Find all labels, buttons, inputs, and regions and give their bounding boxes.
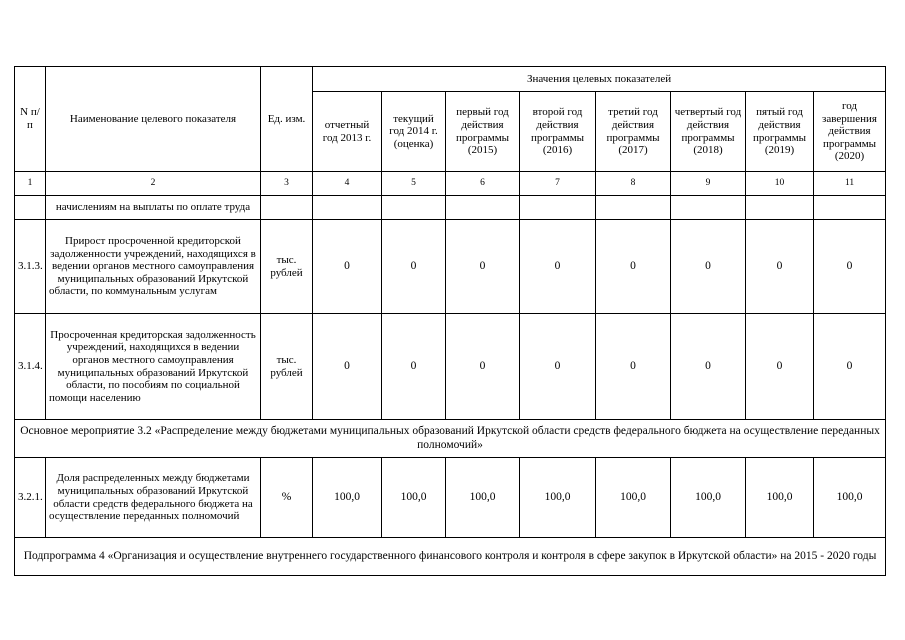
header-name: Наименование целевого показателя xyxy=(46,67,261,172)
row-value: 0 xyxy=(446,220,520,314)
header-year-2018: четвертый год действия программы (2018) xyxy=(671,92,746,172)
header-year-2015: первый год действия программы (2015) xyxy=(446,92,520,172)
subprogram-heading-4: Подпрограмма 4 «Организация и осуществление внутреннего государственного финансового контроля и контроля в сфере закупок в Иркутской области» на 2015 - 2020 годы xyxy=(15,538,886,576)
header-year-2013: отчетный год 2013 г. xyxy=(313,92,382,172)
table-row xyxy=(15,458,886,538)
continuation-text: начислениям на выплаты по оплате труда xyxy=(46,196,261,220)
row-value: 0 xyxy=(520,220,596,314)
row-unit: % xyxy=(261,458,313,538)
table-row xyxy=(15,314,886,420)
row-value: 100,0 xyxy=(671,458,746,538)
column-index: 8 xyxy=(596,172,671,196)
column-index: 7 xyxy=(520,172,596,196)
column-index: 2 xyxy=(46,172,261,196)
row-value: 100,0 xyxy=(313,458,382,538)
row-value: 100,0 xyxy=(520,458,596,538)
row-value: 0 xyxy=(596,220,671,314)
row-number: 3.1.4. xyxy=(15,314,46,420)
row-indicator-name: Просроченная кредиторская задолженность учреждений, находящихся в ведении органов местного самоуправления муниципальных образований Иркутской области, по пособиям по социальной помощи населению xyxy=(46,314,261,420)
header-num: N п/п xyxy=(15,67,46,172)
row-value: 0 xyxy=(596,314,671,420)
column-index: 6 xyxy=(446,172,520,196)
header-year-2016: второй год действия программы (2016) xyxy=(520,92,596,172)
row-value: 0 xyxy=(746,314,814,420)
column-index: 11 xyxy=(814,172,886,196)
row-value: 0 xyxy=(814,314,886,420)
header-values-group: Значения целевых показателей xyxy=(313,67,886,92)
row-value: 100,0 xyxy=(596,458,671,538)
row-unit: тыс. рублей xyxy=(261,314,313,420)
continuation-row xyxy=(15,196,886,220)
section-heading-3-2: Основное мероприятие 3.2 «Распределение между бюджетами муниципальных образований Иркутской области средств федерального бюджета на осуществление переданных полномочий» xyxy=(15,420,886,458)
column-index: 10 xyxy=(746,172,814,196)
header-unit: Ед. изм. xyxy=(261,67,313,172)
row-value: 0 xyxy=(446,314,520,420)
column-index: 3 xyxy=(261,172,313,196)
row-value: 0 xyxy=(746,220,814,314)
column-index: 9 xyxy=(671,172,746,196)
row-unit: тыс. рублей xyxy=(261,220,313,314)
header-year-2014: текущий год 2014 г. (оценка) xyxy=(382,92,446,172)
section-row xyxy=(15,538,886,576)
column-index: 1 xyxy=(15,172,46,196)
row-value: 0 xyxy=(382,220,446,314)
row-value: 100,0 xyxy=(382,458,446,538)
row-number: 3.2.1. xyxy=(15,458,46,538)
target-indicators-table xyxy=(14,66,886,576)
table-row xyxy=(15,220,886,314)
row-value: 100,0 xyxy=(746,458,814,538)
row-indicator-name: Доля распределенных между бюджетами муниципальных образований Иркутской области средств федерального бюджета на осуществление переданных полномочий xyxy=(46,458,261,538)
column-index-row xyxy=(15,172,886,196)
section-row xyxy=(15,420,886,458)
column-index: 4 xyxy=(313,172,382,196)
row-value: 0 xyxy=(382,314,446,420)
row-value: 100,0 xyxy=(814,458,886,538)
row-value: 0 xyxy=(313,314,382,420)
header-year-2019: пятый год действия программы (2019) xyxy=(746,92,814,172)
row-value: 0 xyxy=(814,220,886,314)
row-value: 0 xyxy=(520,314,596,420)
header-year-2017: третий год действия программы (2017) xyxy=(596,92,671,172)
header-year-2020: год завершения действия программы (2020) xyxy=(814,92,886,172)
row-indicator-name: Прирост просроченной кредиторской задолженности учреждений, находящихся в ведении органов местного самоуправления муниципальных образований Иркутской области, по коммунальным услугам xyxy=(46,220,261,314)
row-value: 0 xyxy=(313,220,382,314)
column-index: 5 xyxy=(382,172,446,196)
row-value: 0 xyxy=(671,314,746,420)
row-number: 3.1.3. xyxy=(15,220,46,314)
row-value: 0 xyxy=(671,220,746,314)
row-value: 100,0 xyxy=(446,458,520,538)
